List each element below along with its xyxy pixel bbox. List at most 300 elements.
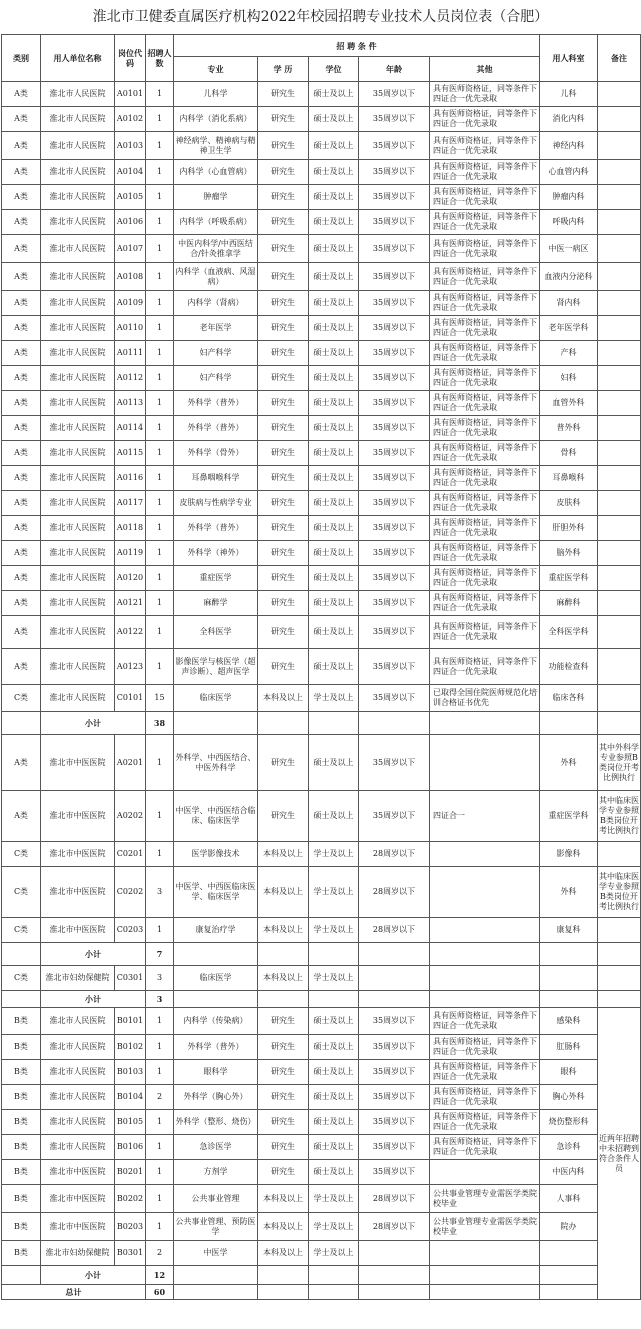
subtotal-row — [2, 991, 641, 1008]
code-cell: C0201 — [115, 842, 146, 867]
major-cell: 皮肤病与性病学专业 — [174, 491, 258, 516]
unit-cell: 淮北市妇幼保健院 — [41, 966, 115, 991]
department-cell: 眼科 — [540, 1060, 598, 1085]
major-cell: 神经病学、精神病与精神卫生学 — [174, 132, 258, 160]
count-cell: 1 — [146, 235, 174, 263]
category-cell: A类 — [2, 366, 41, 391]
category-cell: A类 — [2, 591, 41, 616]
remark-cell: 其中临床医学专业参照B类岗位开考比例执行 — [598, 867, 641, 918]
unit-cell: 淮北市人民医院 — [41, 1085, 115, 1110]
department-cell: 肿瘤内科 — [540, 185, 598, 210]
count-cell: 15 — [146, 685, 174, 712]
code-cell: A0112 — [115, 366, 146, 391]
count-cell: 2 — [146, 1241, 174, 1266]
unit-cell: 淮北市人民医院 — [41, 132, 115, 160]
unit-cell: 淮北市人民医院 — [41, 591, 115, 616]
degree-cell: 硕士及以上 — [309, 791, 359, 842]
subtotal-blank — [2, 991, 41, 1008]
header-remark: 备注 — [598, 35, 641, 82]
header-education: 学 历 — [258, 57, 309, 82]
table-row — [2, 316, 641, 341]
age-cell: 35周岁以下 — [359, 516, 430, 541]
age-cell: 35周岁以下 — [359, 1160, 430, 1185]
major-cell: 内科学（心血管病） — [174, 160, 258, 185]
major-cell: 妇产科学 — [174, 341, 258, 366]
major-cell: 内科学（传染病） — [174, 1008, 258, 1035]
major-cell: 外科学（整形、烧伤） — [174, 1110, 258, 1135]
education-cell: 研究生 — [258, 1060, 309, 1085]
code-cell: A0114 — [115, 416, 146, 441]
count-cell: 3 — [146, 867, 174, 918]
degree-cell: 硕士及以上 — [309, 210, 359, 235]
unit-cell: 淮北市中医医院 — [41, 791, 115, 842]
major-cell: 重症医学 — [174, 566, 258, 591]
total-blank — [174, 1285, 258, 1300]
other-cell: 具有医师资格证，同等条件下四证合一优先录取 — [430, 235, 540, 263]
subtotal-blank — [359, 1266, 430, 1285]
code-cell: A0121 — [115, 591, 146, 616]
department-cell: 肛肠科 — [540, 1035, 598, 1060]
remark-cell — [598, 516, 641, 541]
count-cell: 1 — [146, 466, 174, 491]
age-cell: 35周岁以下 — [359, 160, 430, 185]
remark-cell — [598, 649, 641, 685]
degree-cell: 硕士及以上 — [309, 1160, 359, 1185]
code-cell: A0101 — [115, 82, 146, 107]
table-row — [2, 291, 641, 316]
age-cell: 28周岁以下 — [359, 1185, 430, 1213]
degree-cell: 硕士及以上 — [309, 591, 359, 616]
total-blank — [258, 1285, 309, 1300]
degree-cell: 硕士及以上 — [309, 235, 359, 263]
count-cell: 1 — [146, 210, 174, 235]
table-row — [2, 441, 641, 466]
subtotal-blank — [598, 943, 641, 966]
subtotal-blank — [174, 991, 258, 1008]
category-cell: C类 — [2, 867, 41, 918]
category-cell: B类 — [2, 1008, 41, 1035]
education-cell: 研究生 — [258, 1085, 309, 1110]
table-row — [2, 1185, 641, 1213]
remark-cell — [598, 616, 641, 649]
count-cell: 1 — [146, 735, 174, 791]
education-cell: 研究生 — [258, 441, 309, 466]
age-cell: 35周岁以下 — [359, 1110, 430, 1135]
age-cell: 35周岁以下 — [359, 649, 430, 685]
code-cell: C0101 — [115, 685, 146, 712]
code-cell: A0201 — [115, 735, 146, 791]
degree-cell: 硕士及以上 — [309, 441, 359, 466]
unit-cell: 淮北市中医医院 — [41, 735, 115, 791]
table-row — [2, 616, 641, 649]
code-cell: A0102 — [115, 107, 146, 132]
category-cell: B类 — [2, 1185, 41, 1213]
department-cell: 消化内科 — [540, 107, 598, 132]
other-cell: 具有医师资格证，同等条件下四证合一优先录取 — [430, 591, 540, 616]
age-cell — [359, 1241, 430, 1266]
other-cell: 具有医师资格证，同等条件下四证合一优先录取 — [430, 316, 540, 341]
education-cell: 研究生 — [258, 291, 309, 316]
department-cell: 血液内分泌科 — [540, 263, 598, 291]
count-cell: 1 — [146, 82, 174, 107]
unit-cell: 淮北市人民医院 — [41, 466, 115, 491]
category-cell: A类 — [2, 791, 41, 842]
degree-cell: 硕士及以上 — [309, 416, 359, 441]
code-cell: A0116 — [115, 466, 146, 491]
header-category: 类别 — [2, 35, 41, 82]
subtotal-value: 3 — [146, 991, 174, 1008]
unit-cell: 淮北市人民医院 — [41, 566, 115, 591]
total-blank — [540, 1285, 598, 1300]
department-cell: 临床各科 — [540, 685, 598, 712]
major-cell: 公共事业管理 — [174, 1185, 258, 1213]
other-cell: 具有医师资格证，同等条件下四证合一优先录取 — [430, 107, 540, 132]
other-cell: 具有医师资格证，同等条件下四证合一优先录取 — [430, 1110, 540, 1135]
unit-cell: 淮北市人民医院 — [41, 107, 115, 132]
department-cell: 儿科 — [540, 82, 598, 107]
other-cell: 具有医师资格证，同等条件下四证合一优先录取 — [430, 391, 540, 416]
department-cell: 烧伤整形科 — [540, 1110, 598, 1135]
category-cell: A类 — [2, 82, 41, 107]
major-cell: 儿科学 — [174, 82, 258, 107]
other-cell — [430, 842, 540, 867]
code-cell: A0123 — [115, 649, 146, 685]
other-cell: 具有医师资格证，同等条件下四证合一优先录取 — [430, 160, 540, 185]
degree-cell: 学士及以上 — [309, 918, 359, 943]
major-cell: 外科学（普外） — [174, 391, 258, 416]
major-cell: 肿瘤学 — [174, 185, 258, 210]
category-cell: C类 — [2, 842, 41, 867]
header-other: 其他 — [430, 57, 540, 82]
subtotal-blank — [430, 1266, 540, 1285]
department-cell: 皮肤科 — [540, 491, 598, 516]
education-cell: 本科及以上 — [258, 1213, 309, 1241]
department-cell: 胸心外科 — [540, 1085, 598, 1110]
age-cell: 35周岁以下 — [359, 791, 430, 842]
positions-table — [1, 34, 641, 1300]
total-value: 60 — [146, 1285, 174, 1300]
subtotal-blank — [174, 1266, 258, 1285]
department-cell: 康复科 — [540, 918, 598, 943]
category-cell: A类 — [2, 341, 41, 366]
subtotal-blank — [2, 712, 41, 735]
code-cell: B0105 — [115, 1110, 146, 1135]
degree-cell: 硕士及以上 — [309, 263, 359, 291]
count-cell: 1 — [146, 263, 174, 291]
header-major: 专业 — [174, 57, 258, 82]
code-cell: B0104 — [115, 1085, 146, 1110]
category-cell: A类 — [2, 263, 41, 291]
other-cell: 公共事业管理专业需医学类院校毕业 — [430, 1185, 540, 1213]
other-cell: 具有医师资格证，同等条件下四证合一优先录取 — [430, 1008, 540, 1035]
other-cell: 已取得全国住院医师规范化培训合格证书优先 — [430, 685, 540, 712]
unit-cell: 淮北市人民医院 — [41, 235, 115, 263]
subtotal-row — [2, 712, 641, 735]
category-cell: C类 — [2, 685, 41, 712]
education-cell: 本科及以上 — [258, 867, 309, 918]
age-cell: 35周岁以下 — [359, 616, 430, 649]
degree-cell: 硕士及以上 — [309, 132, 359, 160]
other-cell: 具有医师资格证，同等条件下四证合一优先录取 — [430, 541, 540, 566]
department-cell: 急诊科 — [540, 1135, 598, 1160]
count-cell: 1 — [146, 791, 174, 842]
count-cell: 1 — [146, 160, 174, 185]
category-cell: A类 — [2, 616, 41, 649]
code-cell: B0101 — [115, 1008, 146, 1035]
table-row — [2, 791, 641, 842]
category-cell: A类 — [2, 649, 41, 685]
degree-cell: 学士及以上 — [309, 966, 359, 991]
remark-cell — [598, 966, 641, 991]
other-cell: 具有医师资格证，同等条件下四证合一优先录取 — [430, 1035, 540, 1060]
unit-cell: 淮北市人民医院 — [41, 1135, 115, 1160]
subtotal-blank — [258, 1266, 309, 1285]
code-cell: A0113 — [115, 391, 146, 416]
degree-cell: 硕士及以上 — [309, 366, 359, 391]
table-row — [2, 1110, 641, 1135]
code-cell: A0120 — [115, 566, 146, 591]
education-cell: 本科及以上 — [258, 842, 309, 867]
degree-cell: 硕士及以上 — [309, 82, 359, 107]
department-cell: 普外科 — [540, 416, 598, 441]
unit-cell: 淮北市人民医院 — [41, 366, 115, 391]
count-cell: 1 — [146, 1135, 174, 1160]
age-cell: 35周岁以下 — [359, 541, 430, 566]
degree-cell: 硕士及以上 — [309, 566, 359, 591]
category-cell: B类 — [2, 1160, 41, 1185]
header-unit: 用人单位名称 — [41, 35, 115, 82]
category-cell: C类 — [2, 966, 41, 991]
remark-cell — [598, 591, 641, 616]
degree-cell: 硕士及以上 — [309, 160, 359, 185]
total-label: 总计 — [2, 1285, 146, 1300]
other-cell: 具有医师资格证，同等条件下四证合一优先录取 — [430, 1060, 540, 1085]
count-cell: 1 — [146, 918, 174, 943]
major-cell: 麻醉学 — [174, 591, 258, 616]
table-row — [2, 649, 641, 685]
major-cell: 内科学（血液病、风湿病） — [174, 263, 258, 291]
remark-cell — [598, 291, 641, 316]
category-cell: A类 — [2, 516, 41, 541]
age-cell: 35周岁以下 — [359, 1135, 430, 1160]
major-cell: 外科学（胸心外） — [174, 1085, 258, 1110]
age-cell: 35周岁以下 — [359, 416, 430, 441]
major-cell: 康复治疗学 — [174, 918, 258, 943]
department-cell: 呼吸内科 — [540, 210, 598, 235]
count-cell: 1 — [146, 616, 174, 649]
department-cell: 产科 — [540, 341, 598, 366]
degree-cell: 硕士及以上 — [309, 1035, 359, 1060]
remark-cell — [598, 918, 641, 943]
header-department: 用人科室 — [540, 35, 598, 82]
code-cell: C0202 — [115, 867, 146, 918]
other-cell: 具有医师资格证，同等条件下四证合一优先录取 — [430, 291, 540, 316]
table-row — [2, 1135, 641, 1160]
count-cell: 1 — [146, 591, 174, 616]
category-cell: A类 — [2, 160, 41, 185]
age-cell: 35周岁以下 — [359, 316, 430, 341]
subtotal-value: 7 — [146, 943, 174, 966]
remark-cell — [598, 391, 641, 416]
age-cell: 35周岁以下 — [359, 132, 430, 160]
other-cell: 公共事业管理专业需医学类院校毕业 — [430, 1213, 540, 1241]
other-cell: 具有医师资格证，同等条件下四证合一优先录取 — [430, 263, 540, 291]
remark-cell — [598, 107, 641, 132]
age-cell: 35周岁以下 — [359, 107, 430, 132]
unit-cell: 淮北市人民医院 — [41, 516, 115, 541]
age-cell: 35周岁以下 — [359, 291, 430, 316]
other-cell: 具有医师资格证，同等条件下四证合一优先录取 — [430, 132, 540, 160]
remark-cell — [598, 366, 641, 391]
other-cell: 具有医师资格证，同等条件下四证合一优先录取 — [430, 649, 540, 685]
table-row — [2, 966, 641, 991]
other-cell: 具有医师资格证，同等条件下四证合一优先录取 — [430, 566, 540, 591]
major-cell: 临床医学 — [174, 685, 258, 712]
degree-cell: 硕士及以上 — [309, 1008, 359, 1035]
department-cell: 全科医学科 — [540, 616, 598, 649]
count-cell: 1 — [146, 516, 174, 541]
table-row — [2, 735, 641, 791]
category-cell: B类 — [2, 1110, 41, 1135]
other-cell: 具有医师资格证，同等条件下四证合一优先录取 — [430, 185, 540, 210]
code-cell: A0118 — [115, 516, 146, 541]
major-cell: 老年医学 — [174, 316, 258, 341]
category-cell: A类 — [2, 566, 41, 591]
unit-cell: 淮北市人民医院 — [41, 82, 115, 107]
category-cell: A类 — [2, 316, 41, 341]
code-cell: C0301 — [115, 966, 146, 991]
subtotal-blank — [258, 943, 309, 966]
education-cell: 本科及以上 — [258, 1185, 309, 1213]
table-row — [2, 918, 641, 943]
unit-cell: 淮北市人民医院 — [41, 185, 115, 210]
age-cell: 35周岁以下 — [359, 235, 430, 263]
major-cell: 中医内科学/中西医结合/针灸推拿学 — [174, 235, 258, 263]
education-cell: 研究生 — [258, 516, 309, 541]
category-cell: A类 — [2, 541, 41, 566]
remark-cell: 其中外科学专业参照B类岗位开考比例执行 — [598, 735, 641, 791]
unit-cell: 淮北市人民医院 — [41, 1035, 115, 1060]
unit-cell: 淮北市中医医院 — [41, 918, 115, 943]
department-cell: 神经内科 — [540, 132, 598, 160]
subtotal-label: 小计 — [41, 991, 146, 1008]
age-cell: 35周岁以下 — [359, 1008, 430, 1035]
age-cell: 35周岁以下 — [359, 491, 430, 516]
department-cell: 人事科 — [540, 1185, 598, 1213]
category-cell: A类 — [2, 466, 41, 491]
department-cell: 中医内科 — [540, 1160, 598, 1185]
other-cell: 具有医师资格证，同等条件下四证合一优先录取 — [430, 210, 540, 235]
code-cell: A0103 — [115, 132, 146, 160]
unit-cell: 淮北市中医医院 — [41, 842, 115, 867]
category-cell: A类 — [2, 210, 41, 235]
department-cell: 妇科 — [540, 366, 598, 391]
major-cell: 内科学（呼吸系病） — [174, 210, 258, 235]
other-cell: 具有医师资格证，同等条件下四证合一优先录取 — [430, 441, 540, 466]
major-cell: 外科学（神外） — [174, 541, 258, 566]
remark-cell — [598, 132, 641, 160]
education-cell: 本科及以上 — [258, 966, 309, 991]
count-cell: 1 — [146, 341, 174, 366]
category-cell: A类 — [2, 235, 41, 263]
subtotal-blank — [174, 943, 258, 966]
subtotal-blank — [258, 712, 309, 735]
major-cell: 全科医学 — [174, 616, 258, 649]
count-cell: 3 — [146, 966, 174, 991]
education-cell: 研究生 — [258, 160, 309, 185]
table-row — [2, 210, 641, 235]
subtotal-blank — [430, 943, 540, 966]
major-cell: 影像医学与核医学（超声诊断）、超声医学 — [174, 649, 258, 685]
category-cell: A类 — [2, 491, 41, 516]
degree-cell: 硕士及以上 — [309, 541, 359, 566]
other-cell: 具有医师资格证，同等条件下四证合一优先录取 — [430, 466, 540, 491]
code-cell: A0119 — [115, 541, 146, 566]
code-cell: A0106 — [115, 210, 146, 235]
remark-cell — [598, 263, 641, 291]
department-cell: 院办 — [540, 1213, 598, 1241]
unit-cell: 淮北市人民医院 — [41, 1008, 115, 1035]
department-cell: 肾内科 — [540, 291, 598, 316]
remark-cell — [598, 491, 641, 516]
table-row — [2, 132, 641, 160]
unit-cell: 淮北市人民医院 — [41, 541, 115, 566]
subtotal-value: 38 — [146, 712, 174, 735]
education-cell: 研究生 — [258, 235, 309, 263]
subtotal-value: 12 — [146, 1266, 174, 1285]
subtotal-label: 小计 — [41, 712, 146, 735]
department-cell: 麻醉科 — [540, 591, 598, 616]
subtotal-blank — [598, 991, 641, 1008]
subtotal-blank — [540, 1266, 598, 1285]
table-row — [2, 867, 641, 918]
remark-cell — [598, 316, 641, 341]
remark-cell — [598, 235, 641, 263]
education-cell: 研究生 — [258, 132, 309, 160]
degree-cell: 学士及以上 — [309, 1213, 359, 1241]
category-cell: A类 — [2, 391, 41, 416]
unit-cell: 淮北市人民医院 — [41, 416, 115, 441]
table-row — [2, 591, 641, 616]
code-cell: A0117 — [115, 491, 146, 516]
department-cell: 影像科 — [540, 842, 598, 867]
code-cell: A0107 — [115, 235, 146, 263]
subtotal-blank — [309, 712, 359, 735]
other-cell — [430, 1241, 540, 1266]
education-cell: 研究生 — [258, 616, 309, 649]
education-cell: 研究生 — [258, 391, 309, 416]
other-cell — [430, 735, 540, 791]
department-cell — [540, 966, 598, 991]
code-cell: A0115 — [115, 441, 146, 466]
degree-cell: 硕士及以上 — [309, 466, 359, 491]
table-row — [2, 416, 641, 441]
other-cell: 具有医师资格证，同等条件下四证合一优先录取 — [430, 1085, 540, 1110]
major-cell: 方剂学 — [174, 1160, 258, 1185]
unit-cell: 淮北市中医医院 — [41, 867, 115, 918]
education-cell: 研究生 — [258, 1160, 309, 1185]
table-row — [2, 1085, 641, 1110]
education-cell: 研究生 — [258, 263, 309, 291]
code-cell: B0301 — [115, 1241, 146, 1266]
count-cell: 1 — [146, 541, 174, 566]
age-cell: 35周岁以下 — [359, 466, 430, 491]
major-cell: 外科学（普外） — [174, 516, 258, 541]
other-cell — [430, 966, 540, 991]
subtotal-blank — [540, 943, 598, 966]
count-cell: 1 — [146, 1060, 174, 1085]
count-cell: 1 — [146, 1213, 174, 1241]
